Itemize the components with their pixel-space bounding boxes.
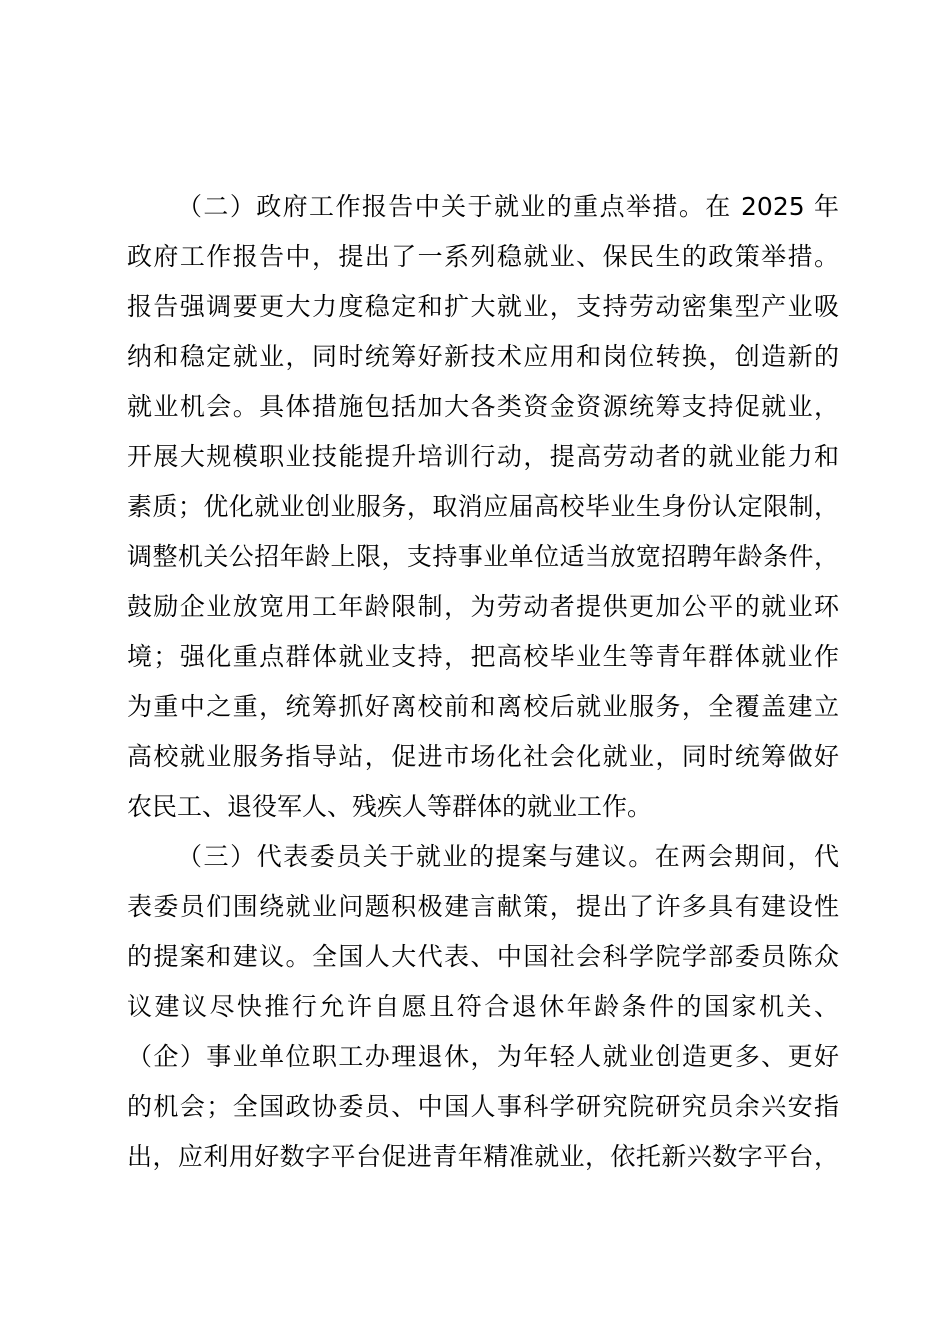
text-line: 开展大规模职业技能提升培训行动，提高劳动者的就业能力和	[127, 442, 839, 471]
text-line: 境；强化重点群体就业支持，把高校毕业生等青年群体就业作	[127, 642, 839, 671]
text-line: 就业机会。具体措施包括加大各类资金资源统筹支持促就业，	[127, 392, 839, 421]
paragraph-government-work-report	[127, 182, 839, 832]
text-line: 调整机关公招年龄上限，支持事业单位适当放宽招聘年龄条件，	[127, 542, 839, 571]
text-line: 素质；优化就业创业服务，取消应届高校毕业生身份认定限制，	[127, 492, 839, 521]
text-line: （二）政府工作报告中关于就业的重点举措。在 2025 年	[177, 192, 839, 221]
text-line: 出，应利用好数字平台促进青年精准就业，依托新兴数字平台，	[127, 1142, 839, 1171]
text-line: 表委员们围绕就业问题积极建言献策，提出了许多具有建设性	[127, 892, 839, 921]
text-line: （企）事业单位职工办理退休，为年轻人就业创造更多、更好	[127, 1042, 839, 1071]
text-line: 农民工、退役军人、残疾人等群体的就业工作。	[127, 792, 653, 821]
text-line: 为重中之重，统筹抓好离校前和离校后就业服务，全覆盖建立	[127, 692, 839, 721]
text-line: 议建议尽快推行允许自愿且符合退休年龄条件的国家机关、	[127, 992, 839, 1021]
text-line: 报告强调要更大力度稳定和扩大就业，支持劳动密集型产业吸	[127, 292, 839, 321]
text-line: （三）代表委员关于就业的提案与建议。在两会期间，代	[177, 842, 839, 871]
text-line: 政府工作报告中，提出了一系列稳就业、保民生的政策举措。	[127, 242, 839, 271]
text-line: 的提案和建议。全国人大代表、中国社会科学院学部委员陈众	[127, 942, 839, 971]
text-line: 的机会；全国政协委员、中国人事科学研究院研究员余兴安指	[127, 1092, 839, 1121]
text-line: 高校就业服务指导站，促进市场化社会化就业，同时统筹做好	[127, 742, 839, 771]
text-line: 鼓励企业放宽用工年龄限制，为劳动者提供更加公平的就业环	[127, 592, 839, 621]
paragraph-deputies-proposals	[127, 832, 839, 1182]
document-body	[127, 182, 839, 1182]
text-line: 纳和稳定就业，同时统筹好新技术应用和岗位转换，创造新的	[127, 342, 839, 371]
